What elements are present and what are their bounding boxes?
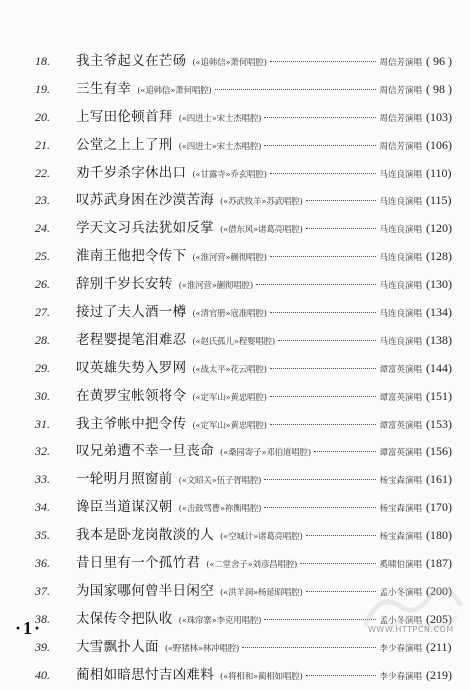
entry-source: («击鼓骂曹»祢衡唱腔): [178, 504, 262, 515]
entry-page: (144): [426, 360, 452, 375]
toc-entry: [20, 663, 460, 690]
entry-title: 淮南王他把令传下: [76, 248, 187, 265]
dot-leader: [264, 479, 376, 480]
entry-title: 大雪飘扑人面: [76, 638, 159, 655]
entry-title: 在黄罗宝帐领将令: [76, 387, 187, 404]
entry-title: 三生有幸: [76, 80, 132, 97]
toc-entry: [20, 216, 460, 244]
entry-title: 昔日里有一个孤竹君: [76, 555, 201, 572]
entry-title: 辞别千岁长安转: [76, 276, 173, 293]
entry-number: 33.: [35, 472, 50, 487]
entry-page: (151): [426, 388, 452, 403]
entry-number: 18.: [35, 54, 50, 68]
dot-leader: [306, 535, 377, 536]
toc-entry: [20, 272, 460, 300]
entry-source: («野猪林»林冲唱腔): [164, 643, 240, 654]
entry-title: 公堂之上上了刑: [76, 136, 173, 153]
entry-source: («清官册»寇准唱腔): [192, 309, 267, 320]
dot-leader: [256, 284, 377, 285]
toc-entry: [20, 133, 460, 161]
dot-leader: [264, 507, 376, 508]
dot-leader: [270, 256, 377, 257]
entry-title: 叹英雄失势入罗网: [76, 359, 187, 376]
entry-number: 29.: [35, 360, 50, 375]
entry-singer: 谭富英演唱: [379, 364, 422, 375]
toc-entry: [20, 635, 460, 663]
table-of-contents: [20, 49, 460, 690]
dot-leader: [314, 451, 377, 452]
entry-number: 19.: [35, 81, 50, 96]
entry-page: (156): [426, 444, 452, 459]
entry-singer: 马连良演唱: [379, 225, 422, 236]
entry-source: («定军山»黄忠唱腔): [192, 420, 267, 431]
dot-leader: [306, 228, 377, 229]
entry-title: 我本是卧龙岗散淡的人: [76, 527, 214, 544]
toc-entry: [20, 244, 460, 272]
entry-source: («战太平»花云唱腔): [192, 364, 267, 375]
dot-leader: [270, 424, 377, 425]
entry-number: 35.: [35, 528, 50, 543]
entry-title: 蔺相如暗思忖吉凶难料: [76, 666, 214, 683]
entry-singer: 马连良演唱: [379, 281, 422, 292]
entry-singer: 马连良演唱: [379, 253, 422, 264]
entry-title: 我主爷帐中把令传: [76, 415, 187, 432]
entry-page: ( 96 ): [426, 54, 452, 68]
entry-singer: 孟小冬演唱: [379, 587, 422, 598]
entry-page: (187): [426, 556, 452, 571]
entry-page: (219): [426, 667, 452, 682]
entry-title: 我主爷起义在芒砀: [76, 53, 187, 69]
entry-title: 上写田伦顿首拜: [76, 108, 173, 125]
entry-title: 老程婴提笔泪难忍: [76, 331, 187, 348]
entry-page: (170): [426, 500, 452, 515]
toc-entry: [20, 551, 460, 579]
entry-source: («空城计»诸葛亮唱腔): [220, 532, 303, 543]
entry-page: (103): [426, 109, 452, 124]
toc-entry: [20, 105, 460, 133]
dot-leader: [270, 368, 377, 369]
toc-entry: [20, 523, 460, 551]
entry-source: («珠帘寨»李克用唱腔): [178, 615, 262, 626]
entry-page: (110): [426, 165, 452, 180]
entry-source: («四进士»宋士杰唱腔): [178, 141, 262, 152]
entry-number: 40.: [35, 667, 50, 682]
entry-page: (205): [426, 611, 452, 626]
entry-singer: 李少春演唱: [379, 643, 422, 654]
entry-singer: 杨宝森演唱: [379, 476, 422, 487]
toc-entry: [20, 188, 460, 216]
dot-leader: [264, 117, 376, 118]
entry-number: 31.: [35, 416, 50, 431]
entry-page: (211): [426, 639, 452, 654]
toc-entry: [20, 77, 460, 105]
entry-source: («追韩信»萧何唱腔): [192, 58, 267, 68]
entry-source: («苏武牧羊»苏武唱腔): [220, 197, 303, 208]
entry-singer: 周信芳演唱: [379, 113, 422, 124]
entry-source: («追韩信»萧何唱腔): [137, 85, 212, 96]
dot-leader: [278, 340, 376, 341]
entry-title: 为国家哪何曾半日闲空: [76, 582, 214, 599]
toc-entry: [20, 439, 460, 467]
entry-page: (161): [426, 472, 452, 487]
entry-singer: 李少春演唱: [379, 671, 422, 682]
toc-entry: [20, 495, 460, 523]
entry-singer: 谭富英演唱: [379, 420, 422, 431]
entry-title: 接过了夫人酒一樽: [76, 304, 187, 321]
entry-singer: 谭富英演唱: [379, 392, 422, 403]
dot-leader: [300, 563, 376, 564]
entry-page: ( 98 ): [426, 81, 452, 96]
entry-number: 24.: [35, 221, 50, 236]
dot-leader: [270, 61, 377, 62]
entry-source: («四进士»宋士杰唱腔): [178, 113, 262, 124]
toc-entry: [20, 161, 460, 189]
entry-number: 30.: [35, 388, 50, 403]
entry-singer: 周信芳演唱: [379, 85, 422, 96]
dot-leader: [306, 200, 377, 201]
dot-leader: [270, 396, 377, 397]
toc-entry: [20, 49, 460, 77]
entry-title: 叹苏武身困在沙漠苦海: [76, 192, 214, 209]
toc-entry: [20, 300, 460, 328]
entry-number: 36.: [35, 556, 50, 571]
entry-singer: 谭富英演唱: [379, 448, 422, 459]
dot-leader: [215, 89, 377, 90]
dot-leader: [242, 647, 376, 648]
page-number: ·1·: [15, 618, 43, 638]
toc-entry: [20, 384, 460, 412]
dot-leader: [306, 591, 377, 592]
entry-page: (134): [426, 305, 452, 320]
dot-leader: [264, 145, 376, 146]
entry-page: (120): [426, 221, 452, 236]
entry-number: 34.: [35, 500, 50, 515]
entry-singer: 马连良演唱: [379, 197, 422, 208]
entry-singer: 马连良演唱: [379, 169, 422, 180]
entry-page: (180): [426, 528, 452, 543]
entry-title: 叹兄弟遭不幸一旦丧命: [76, 443, 214, 460]
entry-page: (153): [426, 416, 452, 431]
entry-number: 20.: [35, 109, 50, 124]
dot-leader: [264, 619, 376, 620]
entry-source: («将相和»蔺相如唱腔): [220, 671, 303, 682]
entry-source: («洪羊洞»杨延昭唱腔): [220, 587, 303, 598]
entry-singer: 杨宝森演唱: [379, 532, 422, 543]
entry-source: («甘露寺»乔玄唱腔): [192, 169, 267, 180]
entry-singer: 周信芳演唱: [379, 141, 422, 152]
entry-page: (138): [426, 332, 452, 347]
dot-leader: [306, 675, 377, 676]
toc-entry: [20, 412, 460, 440]
entry-singer: 马连良演唱: [379, 309, 422, 320]
entry-source: («定军山»黄忠唱腔): [192, 392, 267, 403]
entry-singer: 杨宝森演唱: [379, 504, 422, 515]
entry-page: (200): [426, 583, 452, 598]
entry-page: (106): [426, 137, 452, 152]
entry-number: 28.: [35, 332, 50, 347]
toc-entry: [20, 579, 460, 607]
entry-title: 学天文习兵法犹如反掌: [76, 220, 214, 237]
entry-number: 27.: [35, 305, 50, 320]
entry-source: («二堂舍子»刘彦昌唱腔): [206, 560, 298, 571]
entry-singer: 马连良演唱: [379, 336, 422, 347]
entry-singer: 孟小冬演唱: [379, 615, 422, 626]
entry-number: 38.: [35, 611, 50, 626]
entry-title: 劝千岁杀字休出口: [76, 164, 187, 181]
entry-singer: 周信芳演唱: [379, 58, 422, 68]
entry-source: («文昭关»伍子胥唱腔): [178, 476, 262, 487]
toc-entry: [20, 467, 460, 495]
entry-source: («桑园寄子»邓伯道唱腔): [220, 448, 311, 459]
entry-number: 39.: [35, 639, 50, 654]
entry-title: 谗臣当道谋汉朝: [76, 499, 173, 516]
entry-title: 一轮明月照窗前: [76, 471, 173, 488]
entry-number: 32.: [35, 444, 50, 459]
watermark-text: WWW.HTTPCN.COM: [368, 625, 454, 634]
entry-title: 太保传令把队收: [76, 610, 173, 627]
entry-number: 25.: [35, 249, 50, 264]
entry-source: («淮河营»蒯彻唱腔): [192, 253, 267, 264]
entry-source: («淮河营»蒯彻唱腔): [178, 281, 253, 292]
entry-page: (130): [426, 277, 452, 292]
entry-page: (115): [426, 193, 452, 208]
toc-entry: [20, 328, 460, 356]
entry-number: 22.: [35, 165, 50, 180]
entry-number: 21.: [35, 137, 50, 152]
entry-page: (128): [426, 249, 452, 264]
entry-source: («借东风»诸葛亮唱腔): [220, 225, 303, 236]
entry-number: 23.: [35, 193, 50, 208]
toc-entry: [20, 356, 460, 384]
dot-leader: [270, 173, 377, 174]
entry-number: 37.: [35, 583, 50, 598]
entry-singer: 奚啸伯演唱: [379, 560, 422, 571]
dot-leader: [270, 312, 377, 313]
entry-source: («赵氏孤儿»程婴唱腔): [192, 336, 276, 347]
entry-number: 26.: [35, 277, 50, 292]
